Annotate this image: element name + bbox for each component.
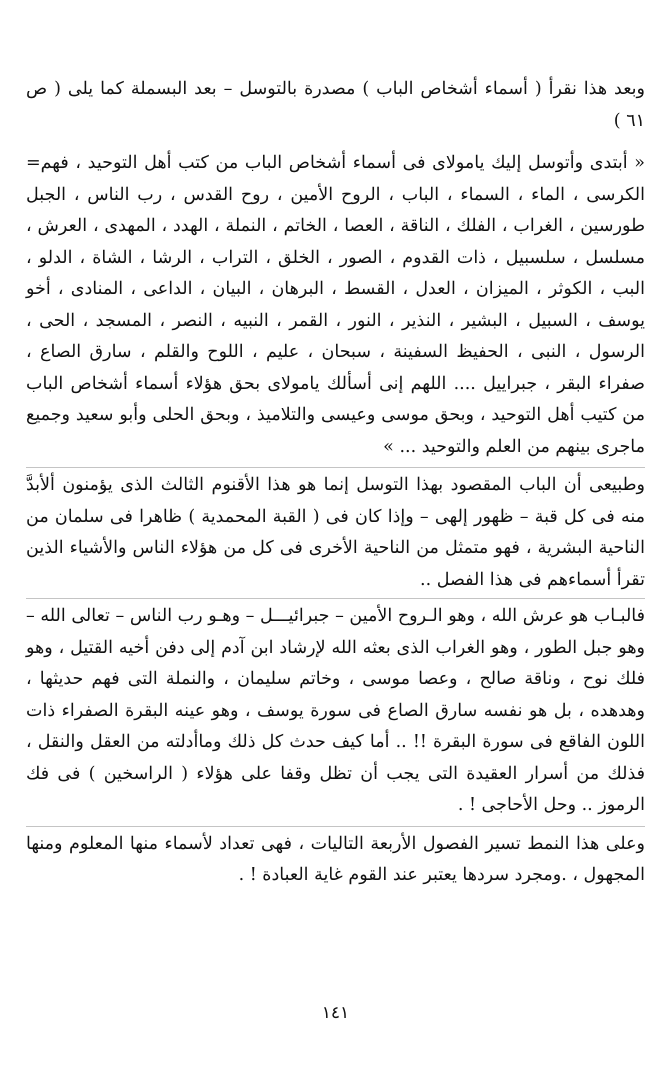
quoted-invocation-paragraph: « أبتدى وأتوسل إليك يامولاى فى أسماء أشخاص الباب من كتب أهل التوحيد ، فهم= الكرسى ، الماء ، السماء ، الباب ، الروح الأمين ، روح القدس ، رب الناس ، الجبل طورسين ، الغراب ، الفلك ، الناقة ، العصا ، الخاتم ، النملة ، الهدد ، المهدى ، العرش ، مسلسل ، سلسبيل ، ذات القدوم ، الصور ، الخلق ، التراب ، الرشا ، الشاة ، الدلو ، البب ، الكوثر ، الميزان ، العدل ، القسط ، البرهان ، البيان ، الداعى ، المنادى ، أخو يوسف ، السبيل ، البشير ، النذير ، النور ، القمر ، النبيه ، النصر ، المسجد ، الحى ، الرسول ، النبى ، الحفيظ السفينة ، سبحان ، عليم ، اللوح والقلم ، سارق الصاع ، صفراء البقر ، جبراييل .... اللهم إنى أسألك يامولاى بحق هؤلاء أسماء أشخاص الباب من كتيب أهل التوحيد ، وبحق موسى وعيسى والتلاميذ ، وبحق الحلى وأبو سعيد وجميع ماجرى بينهم من العلم والتوحيد ... » [26,153,645,457]
paragraph-divider [26,467,645,468]
explanation-paragraph: وطبيعى أن الباب المقصود بهذا التوسل إنما هو هذا الأقنوم الثالث الذى يؤمنون ألأبدَّ منه فى كل قبة – ظهور إلهى – وإذا كان فى ( القبة المحمدية ) ظاهرا فى سلمان من الناحية البشرية ، فهو متمثل من الناحية الأخرى فى كل من هؤلاء الناس والأشياء الذين تقرأ أسماءهم فى هذا الفصل .. [26,475,645,590]
closing-paragraph: وعلى هذا النمط تسير الفصول الأربعة التاليات ، فهى تعداد لأسماء منها المعلوم ومنها المجهول ، .ومجرد سردها يعتبر عند القوم غاية العبادة ! . [26,833,645,885]
paragraph-divider [26,826,645,827]
paragraph-divider [26,598,645,599]
bab-description-paragraph: فالبـاب هو عرش الله ، وهو الـروح الأمين – جبرائيـــل – وهـو رب الناس – تعالى الله – وهو جبل الطور ، وهو الغراب الذى بعثه الله لإرشاد ابن آدم إلى دفن أخيه القتيل ، وهو فلك نوح ، وناقة صالح ، وعصا موسى ، وخاتم سليمان ، والنملة التى فهم حديثها ، وهدهده ، بل هو نفسه سارق الصاع فى سورة يوسف ، وهو عينه البقرة الصفراء ذات اللون الفاقع فى سورة البقرة !! .. أما كيف حدث كل ذلك وماأدلته من العقل والنقل ، فذلك من أسرار العقيدة التى يجب أن تظل وقفا على هؤلاء ( الراسخين ) فى فك الرموز .. وحل الأحاجى ! . [26,606,645,815]
page-number: ١٤١ [321,1003,350,1023]
intro-paragraph: وبعد هذا نقرأ ( أسماء أشخاص الباب ) مصدرة بالتوسل – بعد البسملة كما يلى ( ص ٦١ ) [26,79,645,131]
